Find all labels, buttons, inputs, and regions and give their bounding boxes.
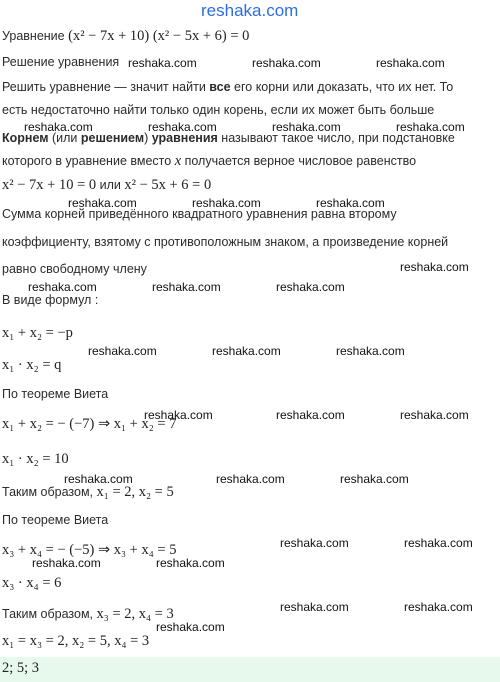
sum-2: x₃ + x₄ = − (−5) ⇒ x₃ + x₄ = 5: [2, 542, 177, 558]
watermark: reshaka.com: [252, 56, 321, 70]
watermark: reshaka.com: [276, 280, 345, 294]
result-1-math: x₁ = 2, x₂ = 5: [96, 484, 174, 500]
result-1: [2, 484, 174, 501]
product-1: x₁ · x₂ = 10: [2, 451, 69, 467]
para2-bold-korn: Корнем: [2, 131, 49, 145]
watermark: reshaka.com: [68, 196, 137, 210]
para2-rest: называют такое число, при подстановке: [217, 131, 455, 145]
para1-text-b: его корни или доказать, что их нет. То: [230, 80, 454, 94]
watermark: reshaka.com: [148, 120, 217, 134]
para2-mid2: ): [144, 131, 152, 145]
watermark: reshaka.com: [340, 472, 409, 486]
watermark: reshaka.com: [128, 56, 197, 70]
equation-line: [2, 28, 249, 45]
watermark: reshaka.com: [156, 620, 225, 634]
or-word: или: [96, 178, 125, 192]
para1-line2: есть недостаточно найти только один корень, если их может быть больше: [2, 103, 435, 117]
equation-label: Уравнение: [2, 29, 65, 43]
vieta-heading-2: По теореме Виета: [2, 513, 109, 527]
para2-var: x: [174, 153, 182, 169]
watermark: reshaka.com: [156, 556, 225, 570]
para1-bold: все: [209, 80, 231, 94]
watermark: reshaka.com: [216, 472, 285, 486]
para1-text-a: Решить уравнение — значит найти: [2, 80, 210, 94]
watermark: reshaka.com: [88, 344, 157, 358]
watermark: reshaka.com: [336, 344, 405, 358]
watermark: reshaka.com: [24, 120, 93, 134]
watermark: reshaka.com: [272, 120, 341, 134]
quadratic-2: x² − 5x + 6 = 0: [124, 177, 212, 193]
site-title: reshaka.com: [201, 1, 299, 20]
para2-line2-b: получается верное числовое равенство: [181, 154, 417, 168]
watermark: reshaka.com: [192, 196, 261, 210]
watermark: reshaka.com: [212, 344, 281, 358]
quadratics-line: [2, 177, 211, 194]
quadratic-1: x² − 7x + 10 = 0: [2, 177, 97, 193]
vieta-text-2: коэффициенту, взятому с противоположным знаком, а произведение корней: [2, 235, 449, 249]
watermark: reshaka.com: [280, 536, 349, 550]
result-2-math: x₃ = 2, x₄ = 3: [96, 606, 174, 622]
answer: 2; 5; 3: [2, 660, 40, 676]
result-2: [2, 606, 174, 623]
product-2: x₃ · x₄ = 6: [2, 575, 62, 591]
watermark: reshaka.com: [64, 472, 133, 486]
watermark: reshaka.com: [404, 536, 473, 550]
vieta-heading-1: По теореме Виета: [2, 387, 109, 401]
watermark: reshaka.com: [276, 408, 345, 422]
vieta-text-1: Сумма корней приведённого квадратного уравнения равна второму: [2, 207, 397, 221]
watermark: reshaka.com: [32, 556, 101, 570]
watermark: reshaka.com: [144, 408, 213, 422]
equation: (x² − 7x + 10) (x² − 5x + 6) = 0: [68, 28, 250, 44]
result-2-text: Таким образом,: [2, 607, 97, 621]
watermark: reshaka.com: [28, 280, 97, 294]
watermark: reshaka.com: [400, 260, 469, 274]
para2-line2: [2, 153, 416, 170]
answer-bar: [0, 657, 500, 682]
watermark: reshaka.com: [316, 196, 385, 210]
final-roots: x₁ = x₃ = 2, x₂ = 5, x₄ = 3: [2, 633, 150, 649]
watermark: reshaka.com: [280, 600, 349, 614]
result-1-text: Таким образом,: [2, 485, 97, 499]
formula-sum: x₁ + x₂ = −p: [2, 325, 73, 341]
watermark: reshaka.com: [396, 120, 465, 134]
sum-1: x₁ + x₂ = − (−7) ⇒ x₁ + x₂ = 7: [2, 416, 177, 432]
watermark: reshaka.com: [400, 408, 469, 422]
vieta-text-3: равно свободному члену: [2, 262, 147, 276]
para2-mid1: (или: [48, 131, 81, 145]
watermark: reshaka.com: [152, 280, 221, 294]
para2-bold-reshen: решением: [80, 131, 145, 145]
para1-line1: [2, 80, 453, 94]
formulas-label: В виде формул :: [2, 293, 99, 307]
formula-product: x₁ · x₂ = q: [2, 357, 62, 373]
watermark: reshaka.com: [376, 56, 445, 70]
para2-bold-uravn: уравнения: [151, 131, 218, 145]
solution-heading: Решение уравнения: [2, 55, 120, 69]
watermark: reshaka.com: [404, 600, 473, 614]
para2-line2-a: которого в уравнение вместо: [2, 154, 175, 168]
